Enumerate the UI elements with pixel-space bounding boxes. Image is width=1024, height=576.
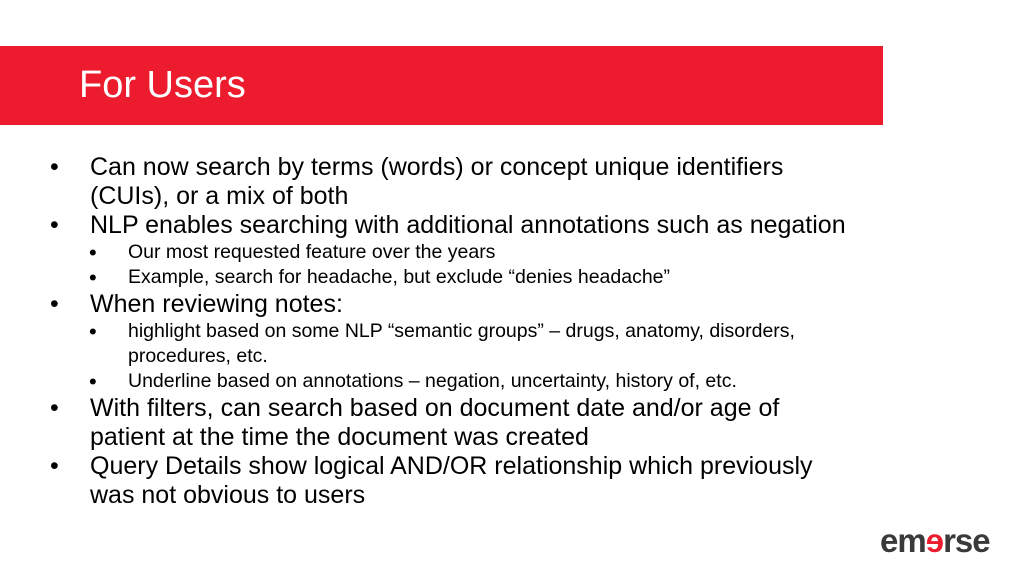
bullet-dot-icon: •	[50, 290, 59, 318]
sub-bullet-text: Underline based on annotations – negation, uncertainty, history of, etc.	[128, 370, 737, 392]
bullet-dot-icon: •	[50, 153, 59, 181]
bullet-item	[0, 153, 850, 211]
bullet-dot-icon: •	[89, 319, 97, 344]
sub-bullet-item	[0, 369, 888, 394]
bullet-text: When reviewing notes:	[90, 290, 343, 318]
bullet-text: NLP enables searching with additional annotations such as negation	[90, 211, 846, 239]
sub-bullet-item	[0, 240, 888, 265]
bullet-list	[0, 153, 1000, 510]
bullet-dot-icon: •	[89, 265, 97, 290]
slide-title: For Users	[79, 64, 246, 106]
bullet-text: Can now search by terms (words) or concept unique identifiers (CUIs), or a mix of both	[90, 153, 784, 210]
emerse-logo	[880, 522, 1000, 562]
bullet-dot-icon: •	[50, 394, 59, 422]
logo-text-part2: ɘ	[925, 522, 944, 559]
bullet-item	[0, 394, 850, 452]
bullet-text: With filters, can search based on document date and/or age of patient at the time the document was created	[90, 394, 780, 451]
sub-bullet-text: Our most requested feature over the years	[128, 241, 496, 263]
logo-text-part1: em	[880, 522, 926, 559]
bullet-dot-icon: •	[89, 240, 97, 265]
sub-bullet-item	[0, 265, 888, 290]
bullet-item	[0, 290, 850, 319]
logo-text-part3: rse	[943, 522, 990, 559]
bullet-dot-icon: •	[50, 211, 59, 239]
bullet-dot-icon: •	[89, 369, 97, 394]
bullet-dot-icon: •	[50, 452, 59, 480]
bullet-item	[0, 452, 850, 510]
sub-bullet-text: Example, search for headache, but exclude “denies headache”	[128, 266, 671, 288]
bullet-item	[0, 211, 850, 240]
sub-bullet-text: highlight based on some NLP “semantic groups” – drugs, anatomy, disorders, procedures, etc.	[128, 320, 795, 367]
bullet-text: Query Details show logical AND/OR relationship which previously was not obvious to users	[90, 452, 813, 509]
sub-bullet-item	[0, 319, 888, 369]
